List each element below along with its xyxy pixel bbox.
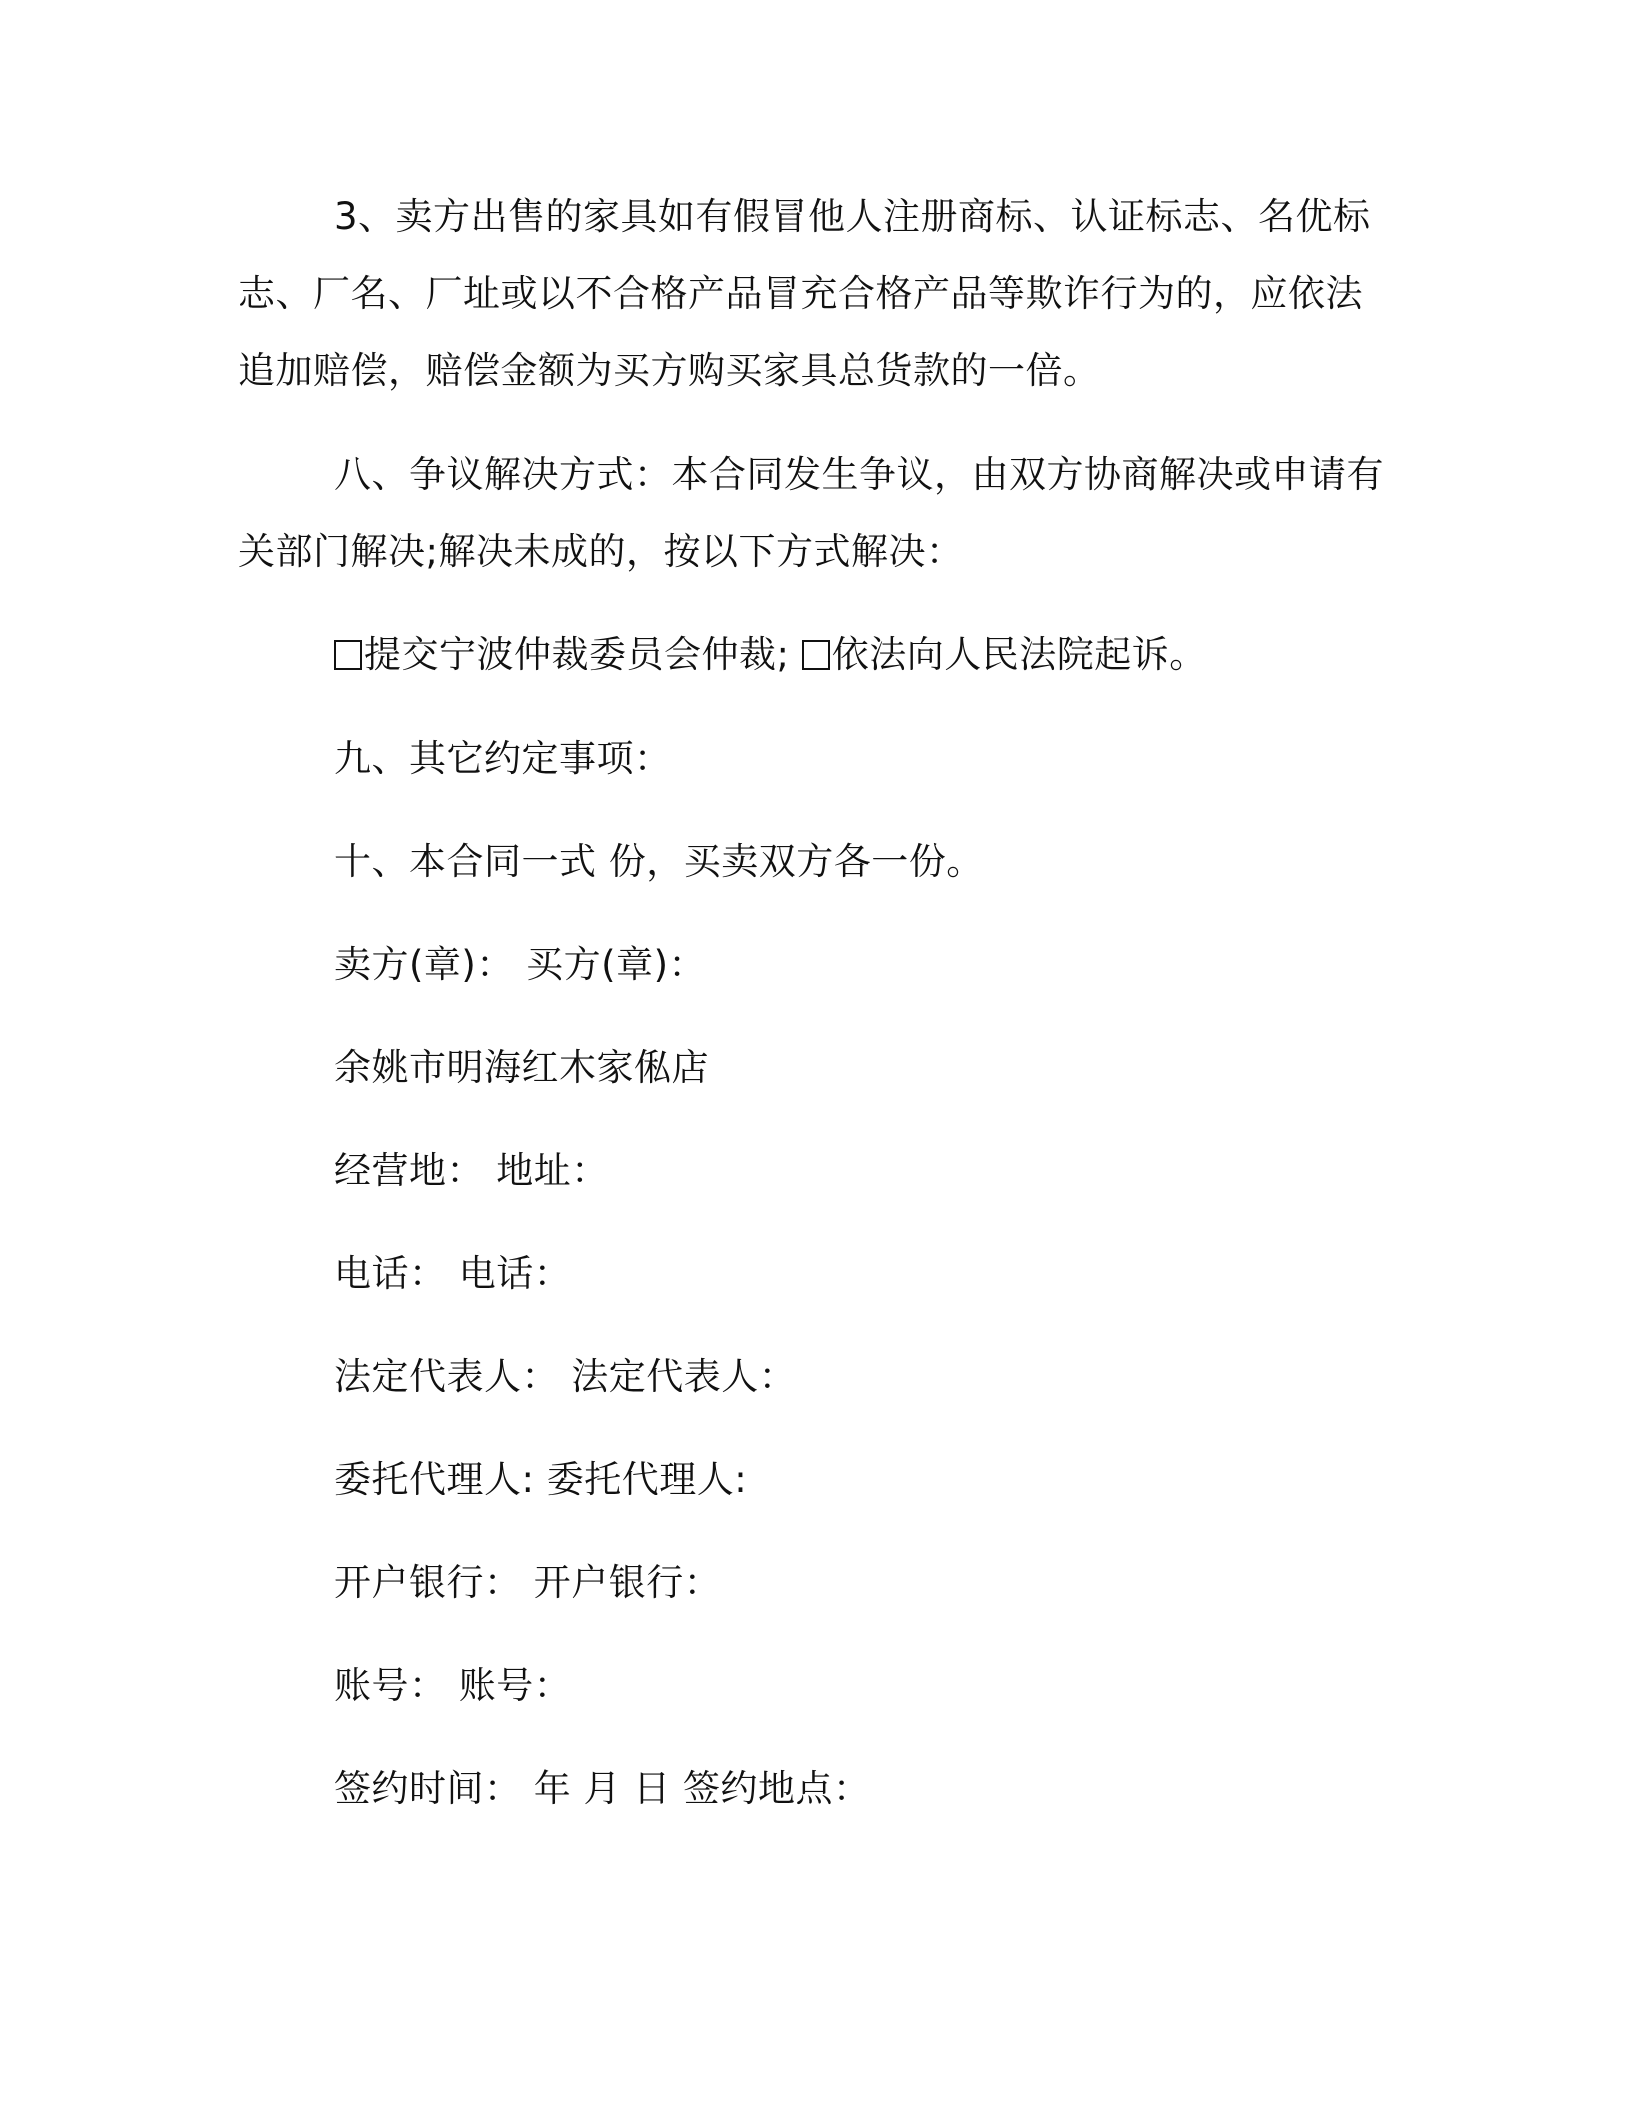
seller-name: 余姚市明海红木家俬店	[334, 1046, 709, 1089]
arbitration-option-label: 提交宁波仲裁委员会仲裁;	[364, 633, 790, 676]
litigation-option-label: 依法向人民法院起诉。	[831, 633, 1207, 676]
arbitration-checkbox[interactable]	[334, 640, 362, 670]
clause-8-dispute-resolution: 八、争议解决方式：本合同发生争议，由双方协商解决或申请有关部门解决;解决未成的，按以下方式解决：	[238, 453, 1384, 573]
phone-line: 电话： 电话：	[334, 1252, 572, 1295]
clause-7-item-3: 3、卖方出售的家具如有假冒他人注册商标、认证标志、名优标志、厂名、厂址或以不合格产品冒充合格产品等欺诈行为的，应依法追加赔偿，赔偿金额为买方购买家具总货款的一倍。	[238, 195, 1371, 392]
dispute-options	[334, 630, 1207, 680]
signing-line: 签约时间： 年 月 日 签约地点：	[334, 1767, 871, 1810]
seal-line: 卖方(章)： 买方(章)：	[334, 943, 707, 986]
litigation-checkbox[interactable]	[802, 640, 830, 670]
clause-10-copies: 十、本合同一式 份，买卖双方各一份。	[334, 840, 984, 883]
address-line: 经营地： 地址：	[334, 1149, 609, 1192]
clause-9-other-terms: 九、其它约定事项：	[334, 737, 672, 780]
bank-line: 开户银行： 开户银行：	[334, 1561, 722, 1604]
account-line: 账号： 账号：	[334, 1664, 572, 1707]
legal-representative-line: 法定代表人： 法定代表人：	[334, 1355, 797, 1398]
agent-line: 委托代理人: 委托代理人:	[334, 1458, 748, 1501]
